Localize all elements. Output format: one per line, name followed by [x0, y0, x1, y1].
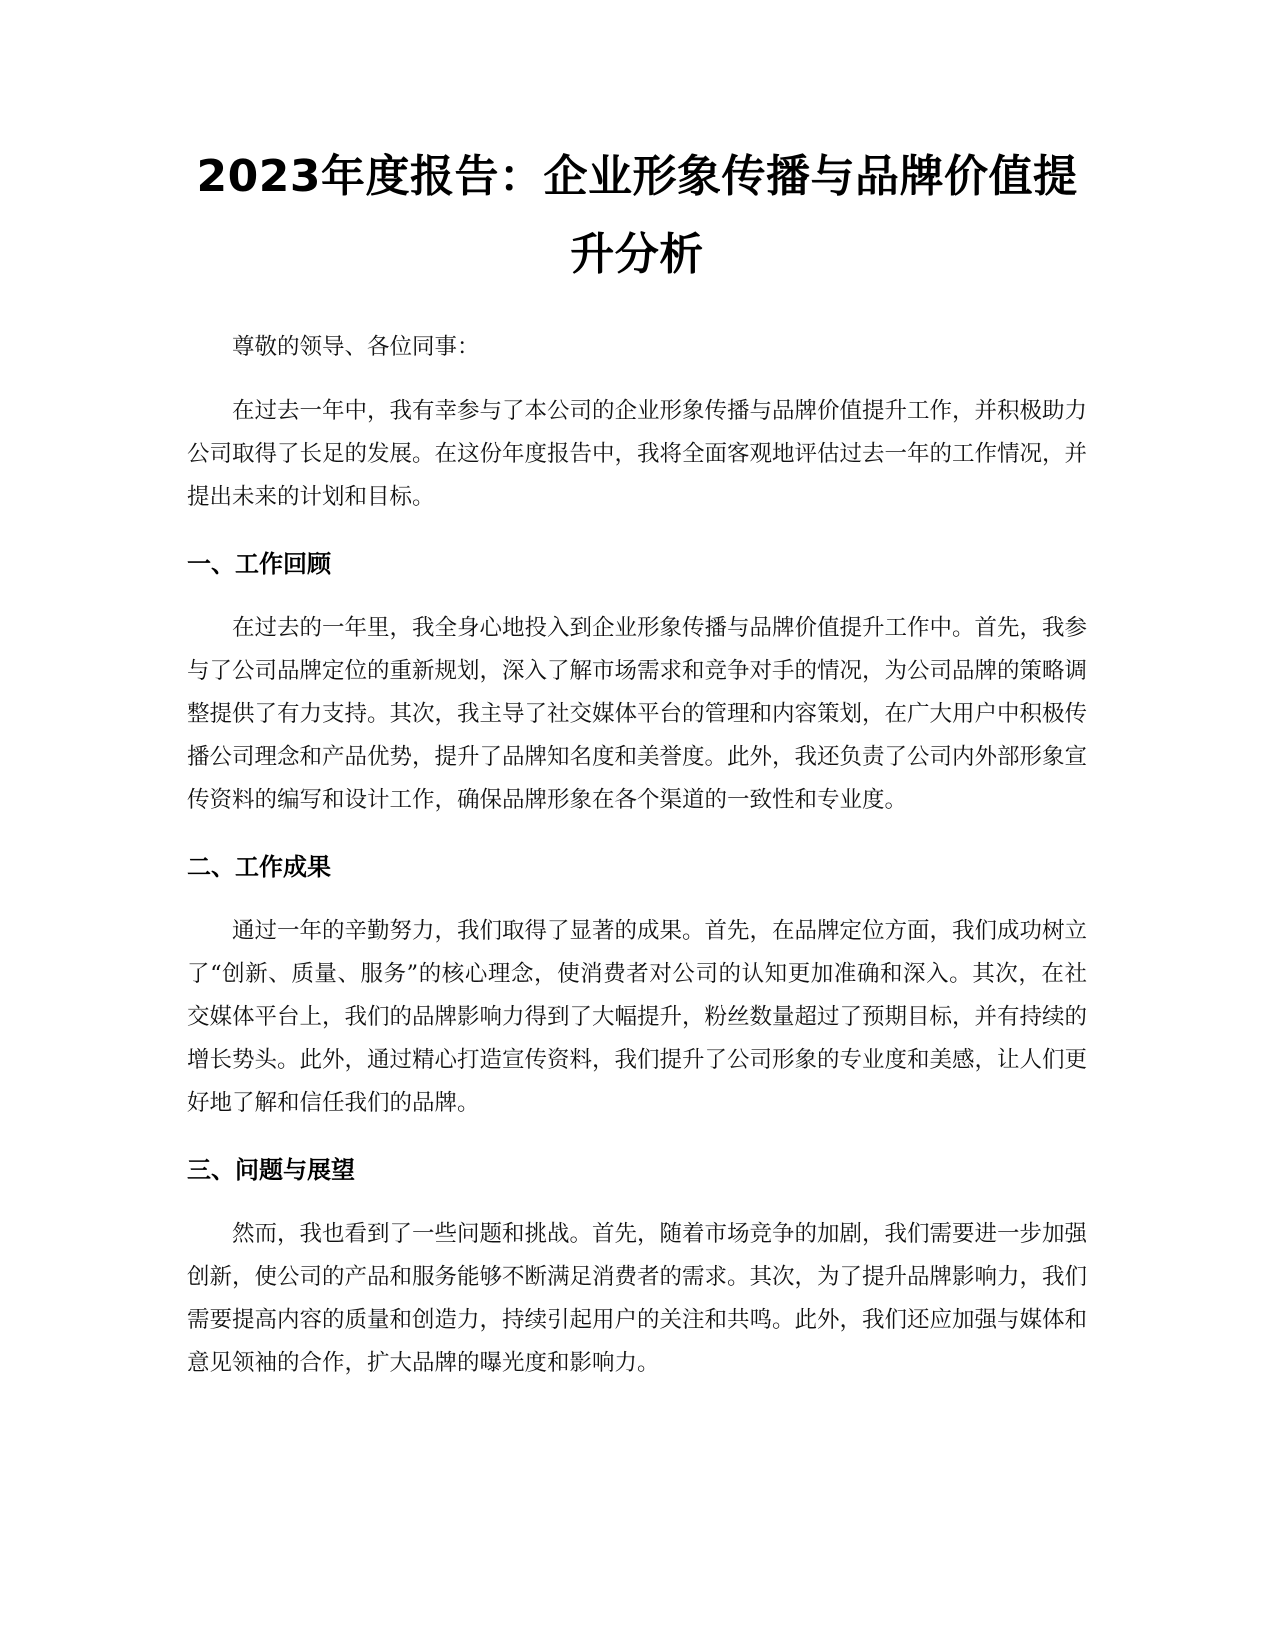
section-heading-outlook: 三、问题与展望: [187, 1156, 355, 1184]
greeting: 尊敬的领导、各位同事：: [232, 334, 480, 360]
section-body-results: 通过一年的辛勤努力，我们取得了显著的成果。首先，在品牌定位方面，我们成功树立了“创新、质量、服务”的核心理念，使消费者对公司的认知更加准确和深入。其次，在社交媒体平台上，我们的品牌影响力得到了大幅提升，粉丝数量超过了预期目标，并有持续的增长势头。此外，通过精心打造宣传资料，我们提升了公司形象的专业度和美感，让人们更好地了解和信任我们的品牌。: [187, 918, 1088, 1116]
section-heading-results: 二、工作成果: [187, 853, 331, 881]
document-title: 2023年度报告：企业形象传播与品牌价值提升分析: [196, 151, 1078, 280]
document-content: [187, 138, 1087, 1385]
section-body-review: 在过去的一年里，我全身心地投入到企业形象传播与品牌价值提升工作中。首先，我参与了公司品牌定位的重新规划，深入了解市场需求和竞争对手的情况，为公司品牌的策略调整提供了有力支持。其次，我主导了社交媒体平台的管理和内容策划，在广大用户中积极传播公司理念和产品优势，提升了品牌知名度和美誉度。此外，我还负责了公司内外部形象宣传资料的编写和设计工作，确保品牌形象在各个渠道的一致性和专业度。: [187, 615, 1088, 813]
intro-paragraph: 在过去一年中，我有幸参与了本公司的企业形象传播与品牌价值提升工作，并积极助力公司取得了长足的发展。在这份年度报告中，我将全面客观地评估过去一年的工作情况，并提出未来的计划和目标。: [187, 398, 1088, 510]
section-body-outlook: 然而，我也看到了一些问题和挑战。首先，随着市场竞争的加剧，我们需要进一步加强创新，使公司的产品和服务能够不断满足消费者的需求。其次，为了提升品牌影响力，我们需要提高内容的质量和创造力，持续引起用户的关注和共鸣。此外，我们还应加强与媒体和意见领袖的合作，扩大品牌的曝光度和影响力。: [187, 1221, 1088, 1376]
section-heading-review: 一、工作回顾: [187, 550, 331, 578]
